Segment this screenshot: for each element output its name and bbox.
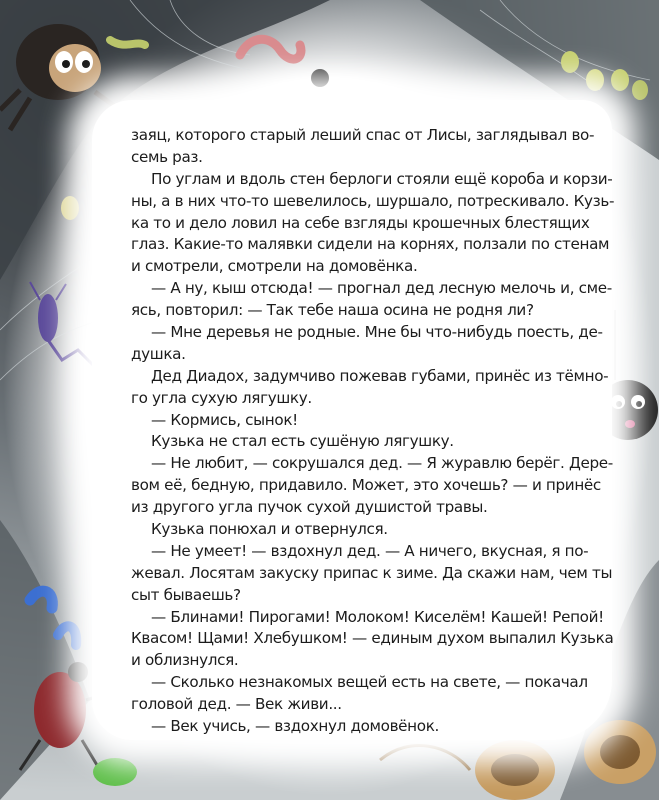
green-frog xyxy=(93,758,137,786)
text-line: Дед Диадох, задумчиво пожевав губами, принёс из тёмно- xyxy=(151,366,609,385)
text-line: жевал. Лосятам закуску припас к зиме. Да скажи нам, чем ты xyxy=(131,563,613,582)
text-line: сыт бываешь? xyxy=(131,585,241,604)
text-line: глаз. Какие-то малявки сидели на корнях, ползали по стенам xyxy=(131,235,610,254)
text-line: — А ну, кыш отсюда! — прогнал дед лесную мелочь и, сме- xyxy=(151,279,612,298)
yellow-bug xyxy=(61,196,79,220)
text-line: ны, а в них что-то шевелилось, шуршало, потрескивало. Кузь- xyxy=(131,191,615,210)
text-line: По углам и вдоль стен берлоги стояли ещё короба и корзи- xyxy=(151,169,613,188)
text-line: — Не умеет! — вздохнул дед. — А ничего, вкусная, я по- xyxy=(151,541,589,560)
text-line: — Век учись, — вздохнул домовёнок. xyxy=(151,717,440,736)
text-line: ясь, повторил: — Так тебе наша осина не родня ли? xyxy=(131,301,534,320)
text-line: — Сколько незнакомых вещей есть на свете, — покачал xyxy=(151,673,588,692)
text-line: Квасом! Щами! Хлебушком! — единым духом выпалил Кузька xyxy=(131,629,614,648)
text-line: семь раз. xyxy=(131,147,203,166)
text-line: заяц, которого старый леший спас от Лисы, заглядывал во- xyxy=(131,126,595,144)
text-line: Кузька понюхал и отвернулся. xyxy=(151,520,388,539)
text-line: душка. xyxy=(131,344,186,363)
text-line: и облизнулся. xyxy=(131,651,239,670)
story-text xyxy=(131,125,651,738)
purple-beetle xyxy=(30,282,100,372)
text-line: го угла сухую лягушку. xyxy=(131,388,312,407)
text-line: и смотрели, смотрели на домовёнка. xyxy=(131,257,418,276)
text-line: Кузька не стал есть сушёную лягушку. xyxy=(151,432,454,451)
text-line: из другого угла пучок сухой душистой травы. xyxy=(131,498,488,517)
text-line: вом её, бедную, придавило. Может, это хочешь? — и принёс xyxy=(131,476,601,495)
text-line: головой дед. — Век живи... xyxy=(131,695,342,714)
text-line: — Блинами! Пирогами! Молоком! Киселём! Кашей! Репой! xyxy=(151,607,604,626)
text-line: — Кормись, сынок! xyxy=(151,410,298,429)
text-line: ка то и дело ловил на себе взгляды крошечных блестящих xyxy=(131,213,590,232)
text-line: — Не любит, — сокрушался дед. — Я журавлю берёг. Дере- xyxy=(151,454,613,473)
text-line: — Мне деревья не родные. Мне бы что-нибудь поесть, де- xyxy=(151,323,603,342)
